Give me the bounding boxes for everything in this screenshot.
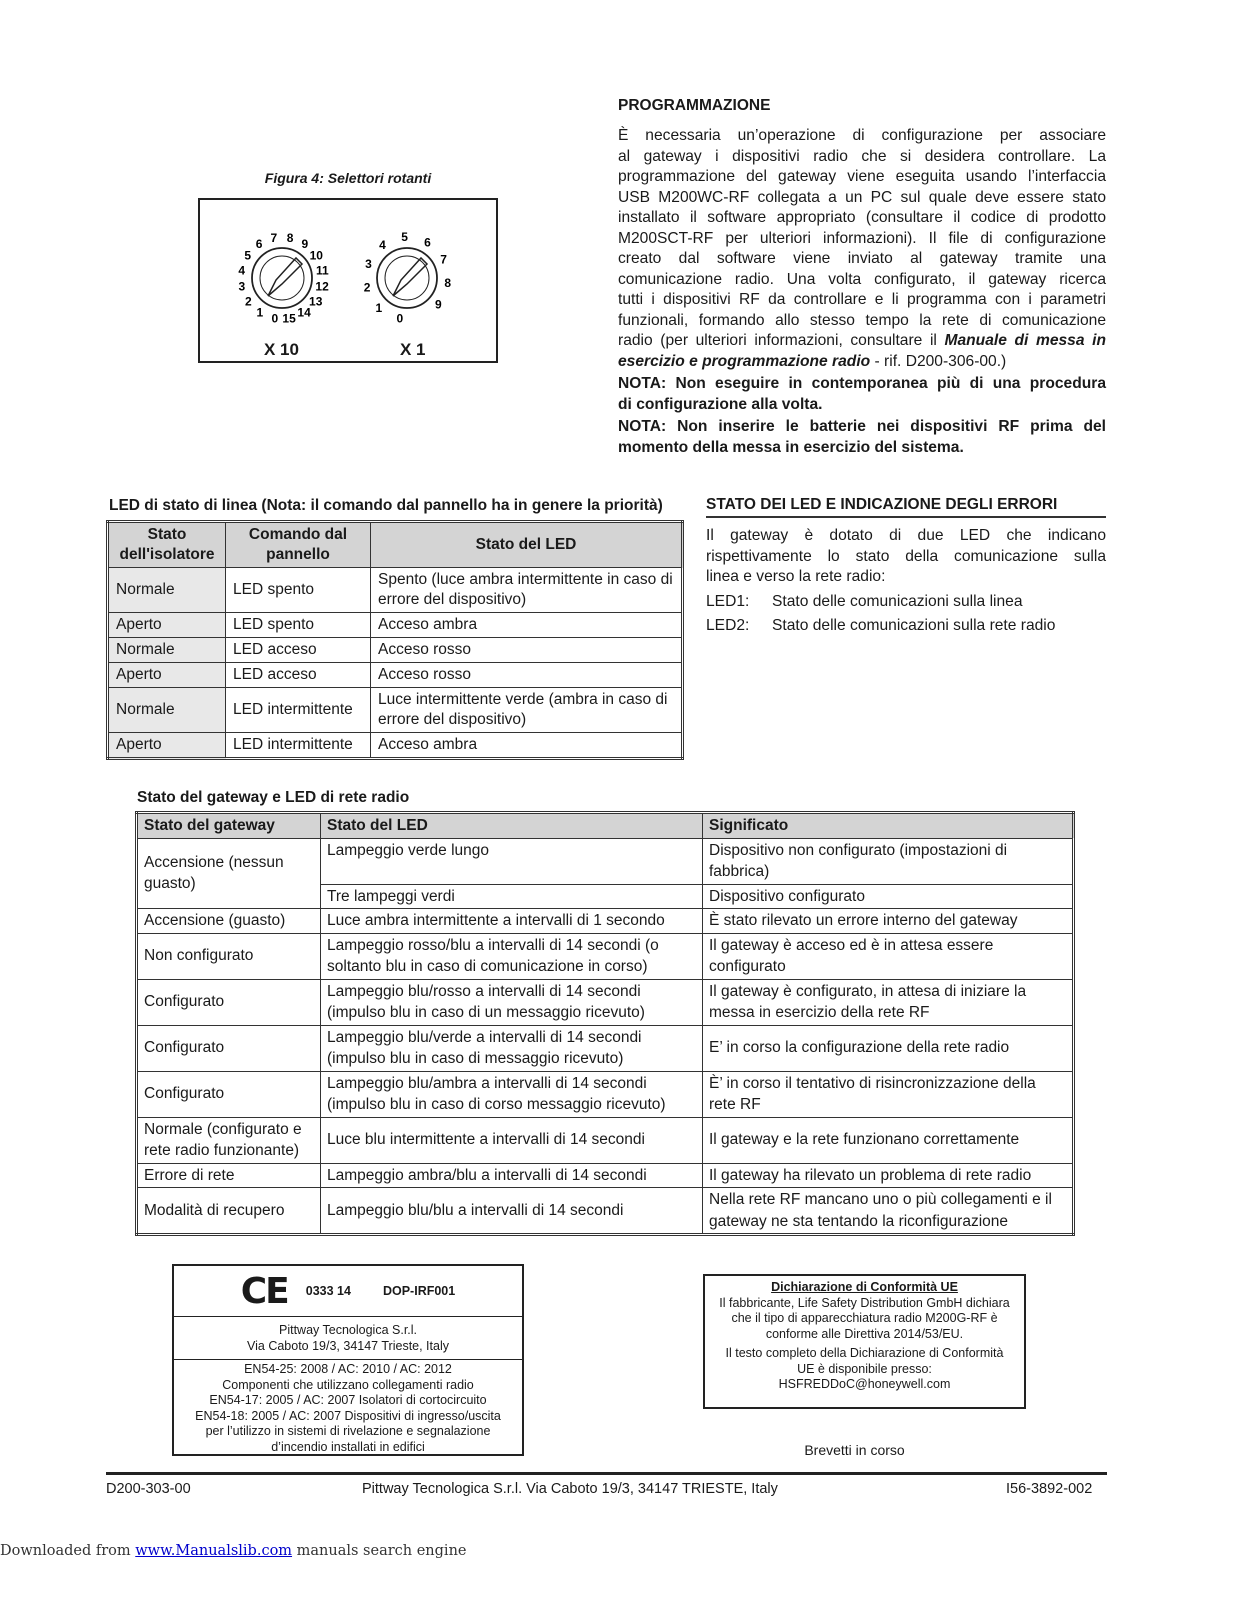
dial-x10 — [238, 231, 329, 326]
rotary-switches-figure — [198, 198, 498, 363]
nota-line: NOTA: Non eseguire in contemporanea più di una procedura — [618, 375, 1106, 392]
dial-x10-knob — [260, 256, 304, 300]
led-desc: Stato delle comunicazioni sulla linea — [772, 592, 1023, 610]
cell-significato: E’ in corso la configurazione della rete radio — [703, 1025, 1074, 1071]
table-row — [137, 838, 1074, 884]
cell-stato-isolatore: Aperto — [108, 663, 226, 688]
cell-stato-led: Lampeggio blu/blu a intervalli di 14 secondi — [321, 1188, 703, 1235]
dial-x1-number: 2 — [363, 280, 371, 295]
footer-rule — [106, 1472, 1107, 1475]
led-key: LED1: — [706, 592, 750, 610]
dial-x10-number: 12 — [315, 279, 329, 294]
cell-stato-led: Tre lampeggi verdi — [321, 884, 703, 909]
declaration-line: UE è disponibile presso: — [797, 1361, 932, 1376]
nota-line: NOTA: Non inserire le batterie nei dispositivi RF prima del — [618, 418, 1106, 435]
line11-text: radio (per ulteriori informazioni, consultare il — [618, 332, 945, 349]
cell-stato-led: Acceso ambra — [371, 613, 683, 638]
header-stato-isolatore: Stato dell'isolatore — [108, 522, 226, 568]
cell-stato-gateway: Configurato — [137, 1071, 321, 1117]
cell-stato-led: Lampeggio ambra/blu a intervalli di 14 secondi — [321, 1163, 703, 1188]
nota-1 — [618, 374, 1106, 415]
cell-comando-pannello: LED acceso — [226, 638, 371, 663]
cell-significato: Dispositivo configurato — [703, 884, 1074, 909]
dial-x1-number: 3 — [365, 257, 372, 271]
table-row — [137, 909, 1074, 934]
cell-significato: Dispositivo non configurato (impostazioni di fabbrica) — [703, 838, 1074, 884]
footer-doc-code: D200-303-00 — [106, 1481, 191, 1497]
standard-line: EN54-17: 2005 / AC: 2007 Isolatori di cortocircuito — [209, 1393, 487, 1407]
cell-stato-led: Luce ambra intermittente a intervalli di 1 secondo — [321, 909, 703, 934]
dial-x10-number: 6 — [255, 237, 263, 251]
standard-line: EN54-25: 2008 / AC: 2010 / AC: 2012 — [244, 1362, 452, 1376]
list-item — [706, 616, 1106, 637]
dial-x1-number: 9 — [435, 297, 442, 312]
cell-stato-led: Spento (luce ambra intermittente in caso di errore del dispositivo) — [371, 568, 683, 613]
dial-x1-ring — [377, 248, 437, 308]
stato-led-title-wrap — [706, 496, 1106, 518]
cell-stato-isolatore: Normale — [108, 688, 226, 733]
ce-marking-box — [172, 1264, 524, 1456]
cell-stato-gateway: Non configurato — [137, 933, 321, 979]
cell-stato-gateway: Accensione (nessun guasto) — [137, 838, 321, 909]
cell-stato-gateway: Modalità di recupero — [137, 1188, 321, 1235]
table-row — [137, 979, 1074, 1025]
download-notice — [0, 1543, 467, 1559]
declaration-line: HSFREDDoC@honeywell.com — [778, 1377, 951, 1391]
dial-x10-number: 3 — [238, 279, 246, 294]
dial-x10-number: 7 — [270, 230, 278, 245]
brevetti-text: Brevetti in corso — [804, 1442, 905, 1458]
dial-x10-number: 2 — [244, 294, 252, 309]
stato-led-text — [706, 526, 1106, 588]
cell-comando-pannello: LED acceso — [226, 663, 371, 688]
dial-x1-number: 5 — [401, 230, 408, 245]
dial-x10-number: 4 — [238, 263, 246, 278]
cell-stato-gateway: Normale (configurato e rete radio funzionante) — [137, 1117, 321, 1163]
table-row — [108, 688, 683, 733]
stato-led-line: Il gateway è dotato di due LED che indicano — [706, 527, 1106, 544]
dial-x10-number: 8 — [286, 230, 294, 245]
stato-led-body — [706, 526, 1106, 637]
programmazione-line: USB M200WC-RF collegata a un PC sul quale deve essere stato — [618, 188, 1106, 206]
dial-x10-number: 15 — [282, 311, 296, 326]
ce-header — [174, 1266, 522, 1317]
cell-stato-gateway: Errore di rete — [137, 1163, 321, 1188]
gateway-table-title: Stato del gateway e LED di rete radio — [137, 789, 410, 806]
led-desc: Stato delle comunicazioni sulla rete radio — [772, 617, 1056, 634]
cell-stato-led: Acceso ambra — [371, 733, 683, 759]
footer-company: Pittway Tecnologica S.r.l. Via Caboto 19/3, 34147 TRIESTE, Italy — [362, 1481, 778, 1497]
table-row — [137, 1188, 1074, 1235]
ce-company — [174, 1317, 522, 1360]
dial-x10-pointer-icon — [268, 258, 302, 296]
cell-stato-isolatore: Aperto — [108, 733, 226, 759]
programmazione-line: funzionali, formando allo stesso tempo la rete di comunicazione — [618, 311, 1106, 329]
cell-stato-led: Lampeggio blu/ambra a intervalli di 14 secondi (impulso blu in caso di corso messaggio ricevuto) — [321, 1071, 703, 1117]
cell-significato: È stato rilevato un errore interno del gateway — [703, 909, 1074, 934]
header-significato: Significato — [703, 813, 1074, 839]
table-row — [137, 933, 1074, 979]
dial-x10-number: 5 — [244, 248, 252, 263]
company-address: Via Caboto 19/3, 34147 Trieste, Italy — [247, 1339, 449, 1353]
declaration-line: Il fabbricante, Life Safety Distribution GmbH dichiara — [719, 1295, 1010, 1310]
stato-led-line: rispettivamente lo stato della comunicazione sulla — [706, 547, 1106, 565]
led-key: LED2: — [706, 617, 750, 634]
cell-stato-gateway: Configurato — [137, 1025, 321, 1071]
standard-line: per l’utilizzo in sistemi di rivelazione e segnalazione — [205, 1424, 491, 1438]
dial-x1-number: 4 — [379, 238, 386, 253]
dial-x10-number: 11 — [315, 263, 329, 278]
dial-x1-label: X 1 — [400, 340, 426, 359]
cell-stato-isolatore: Normale — [108, 568, 226, 613]
programmazione-line-12 — [618, 352, 1106, 373]
dial-x1-number: 7 — [440, 252, 447, 267]
cell-stato-led: Lampeggio rosso/blu a intervalli di 14 secondi (o soltanto blu in caso di comunicazione in corso) — [321, 933, 703, 979]
ce-mark-icon: CE — [240, 1270, 288, 1312]
cell-comando-pannello: LED intermittente — [226, 688, 371, 733]
header-stato-gateway: Stato del gateway — [137, 813, 321, 839]
cell-comando-pannello: LED spento — [226, 613, 371, 638]
ce-code: DOP-IRF001 — [382, 1284, 456, 1298]
cell-comando-pannello: LED intermittente — [226, 733, 371, 759]
table-row — [108, 733, 683, 759]
cell-stato-led: Lampeggio verde lungo — [321, 838, 703, 884]
dial-x10-number: 10 — [309, 248, 323, 263]
cell-stato-led: Luce blu intermittente a intervalli di 14 secondi — [321, 1117, 703, 1163]
declaration-line: che il tipo di apparecchiatura radio M200G-RF è — [731, 1311, 998, 1325]
declaration-text — [711, 1296, 1018, 1343]
download-pre: Downloaded from — [0, 1543, 136, 1559]
ce-standards — [174, 1360, 522, 1457]
header-stato-led: Stato del LED — [321, 813, 703, 839]
cell-comando-pannello: LED spento — [226, 568, 371, 613]
dial-x10-number: 14 — [297, 305, 311, 320]
declaration-box — [703, 1274, 1026, 1409]
dial-x10-number: 1 — [256, 305, 264, 320]
table-header-row — [137, 813, 1074, 839]
led-line-status-table — [106, 520, 684, 760]
dial-x10-ring — [252, 248, 312, 308]
table-header-row — [108, 522, 683, 568]
table-row — [108, 638, 683, 663]
rotary-dials-svg — [200, 200, 496, 361]
cell-stato-gateway: Configurato — [137, 979, 321, 1025]
nota-line: momento della messa in esercizio del sistema. — [618, 438, 964, 456]
dial-x1-number: 6 — [424, 235, 431, 250]
programmazione-line: programmazione del gateway viene eseguita usando l’interfaccia — [618, 168, 1106, 185]
header-stato-led: Stato del LED — [371, 522, 683, 568]
declaration-availability — [711, 1346, 1018, 1393]
gateway-led-table — [135, 811, 1075, 1236]
dial-x1 — [364, 230, 452, 325]
table-row — [108, 568, 683, 613]
table-row — [108, 613, 683, 638]
dial-x1-number: 0 — [396, 311, 404, 326]
programmazione-line: al gateway i dispositivi radio che si desidera controllare. La — [618, 147, 1106, 165]
stato-led-list — [706, 592, 1106, 637]
dial-x10-label: X 10 — [264, 340, 299, 359]
ce-number: 0333 14 — [305, 1284, 351, 1298]
cell-stato-isolatore: Normale — [108, 638, 226, 663]
table-row — [137, 1025, 1074, 1071]
nota-line: di configurazione alla volta. — [618, 395, 823, 413]
programmazione-title: PROGRAMMAZIONE — [618, 97, 771, 114]
programmazione-body — [618, 126, 1106, 458]
cell-significato: Il gateway e la rete funzionano correttamente — [703, 1117, 1074, 1163]
manual-ref-part1: Manuale di messa in — [944, 332, 1106, 349]
programmazione-line: È necessaria un’operazione di configurazione per associare — [618, 127, 1106, 144]
cell-stato-led: Acceso rosso — [371, 638, 683, 663]
figure-caption: Figura 4: Selettori rotanti — [264, 170, 432, 186]
company-name: Pittway Tecnologica S.r.l. — [278, 1323, 418, 1337]
download-post: manuals search engine — [292, 1543, 467, 1559]
declaration-line: conforme alle Direttiva 2014/53/EU. — [765, 1326, 964, 1341]
cell-stato-led: Acceso rosso — [371, 663, 683, 688]
led-table-title: LED di stato di linea (Nota: il comando dal pannello ha in genere la priorità) — [109, 497, 663, 514]
programmazione-line: tutti i dispositivi RF da controllare e li programma con i parametri — [618, 291, 1106, 308]
table-row — [137, 1071, 1074, 1117]
dial-x1-number: 8 — [444, 275, 452, 290]
dial-x1-pointer-icon — [393, 258, 427, 296]
table-row — [137, 1163, 1074, 1188]
cell-significato: Il gateway ha rilevato un problema di rete radio — [703, 1163, 1074, 1188]
cell-stato-led: Lampeggio blu/rosso a intervalli di 14 secondi (impulso blu in caso di un messaggio ricevuto) — [321, 979, 703, 1025]
table-row — [108, 663, 683, 688]
line12-text: - rif. D200-306-00.) — [870, 352, 1007, 370]
programmazione-text — [618, 126, 1106, 331]
standard-line: Componenti che utilizzano collegamenti radio — [222, 1377, 474, 1392]
programmazione-line: comunicazione radio. Una volta configurato, il gateway ricerca — [618, 270, 1106, 288]
cell-significato: Il gateway è acceso ed è in attesa essere configurato — [703, 933, 1074, 979]
header-comando-pannello: Comando dal pannello — [226, 522, 371, 568]
standard-line: d’incendio installati in edifici — [271, 1439, 425, 1454]
cell-significato: Nella rete RF mancano uno o più collegamenti e il gateway ne sta tentando la riconfigurazione — [703, 1188, 1074, 1235]
declaration-title: Dichiarazione di Conformità UE — [771, 1280, 958, 1294]
cell-stato-led: Lampeggio blu/verde a intervalli di 14 secondi (impulso blu in caso di messaggio ricevuto) — [321, 1025, 703, 1071]
dial-x10-number: 13 — [309, 294, 323, 309]
programmazione-line-11 — [618, 331, 1106, 352]
stato-led-line: linea e verso la rete radio: — [706, 568, 886, 585]
stato-led-title: STATO DEI LED E INDICAZIONE DEGLI ERRORI — [706, 496, 1058, 513]
dial-x10-number: 0 — [271, 311, 279, 326]
declaration-line: Il testo completo della Dichiarazione di Conformità — [725, 1346, 1004, 1360]
cell-stato-isolatore: Aperto — [108, 613, 226, 638]
dial-x1-knob — [385, 256, 429, 300]
table-row — [137, 1117, 1074, 1163]
cell-stato-led: Luce intermittente verde (ambra in caso di errore del dispositivo) — [371, 688, 683, 733]
cell-significato: Il gateway è configurato, in attesa di iniziare la messa in esercizio della rete RF — [703, 979, 1074, 1025]
dial-x1-number: 1 — [375, 300, 383, 315]
manualslib-link[interactable]: www.Manualslib.com — [135, 1543, 293, 1559]
programmazione-line: creato dal software viene inviato al gateway tramite una — [618, 250, 1106, 267]
dial-x10-number: 9 — [301, 237, 309, 251]
manual-ref-part2: esercizio e programmazione radio — [618, 352, 871, 370]
nota-2 — [618, 417, 1106, 458]
cell-significato: È’ in corso il tentativo di risincronizzazione della rete RF — [703, 1071, 1074, 1117]
standard-line: EN54-18: 2005 / AC: 2007 Dispositivi di ingresso/uscita — [195, 1408, 501, 1423]
programmazione-line: M200SCT-RF per ulteriori informazioni). Il file di configurazione — [618, 229, 1106, 247]
footer-doc-ref: I56-3892-002 — [1006, 1481, 1093, 1497]
list-item — [706, 592, 1106, 613]
cell-stato-gateway: Accensione (guasto) — [137, 909, 321, 934]
programmazione-line: installato il software appropriato (consultare il codice di prodotto — [618, 209, 1106, 226]
